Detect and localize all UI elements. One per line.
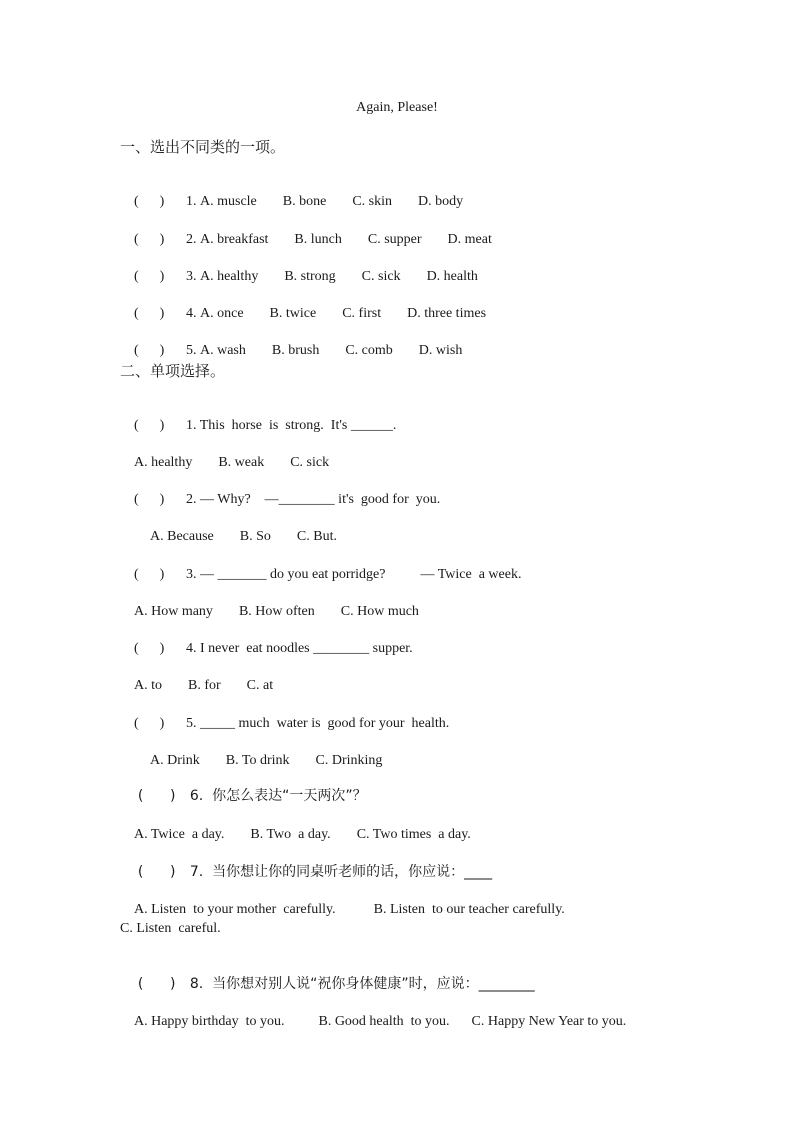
- s1-item-4: ( ) 4. A. once B. twice C. first D. three times: [134, 306, 487, 321]
- s2-options-1: A. healthy B. weak C. sick: [134, 455, 330, 470]
- answer-blank[interactable]: ( ): [134, 567, 165, 582]
- s1-item-5: ( ) 5. A. wash B. brush C. comb D. wish: [134, 343, 463, 358]
- s2-options-6: A. Twice a day. B. Two a day. C. Two times a day.: [134, 827, 471, 842]
- s2-options-8: A. Happy birthday to you. B. Good health to you. C. Happy New Year to you.: [134, 1014, 627, 1029]
- s2-options-2: A. Because B. So C. But.: [150, 529, 337, 544]
- answer-blank[interactable]: ( ): [134, 306, 165, 321]
- answer-blank[interactable]: ( ): [134, 641, 165, 656]
- s2-options-3: A. How many B. How often C. How much: [134, 604, 419, 619]
- s2-options-5: A. Drink B. To drink C. Drinking: [150, 753, 383, 768]
- s2-options-7: A. Listen to your mother carefully. B. Listen to our teacher carefully.: [134, 902, 565, 917]
- s2-question-8: ( ) 8. 当你想对别人说“祝你身体健康”时，应说：________: [137, 976, 535, 992]
- s1-item-3: ( ) 3. A. healthy B. strong C. sick D. health: [134, 269, 478, 284]
- s2-question-2: ( ) 2. — Why? —________ it's good for you.: [134, 492, 441, 507]
- s2-options-4: A. to B. for C. at: [134, 678, 274, 693]
- page-title: Again, Please!: [356, 100, 438, 115]
- answer-blank[interactable]: ( ): [134, 343, 165, 358]
- answer-blank[interactable]: ( ): [134, 716, 165, 731]
- s2-question-6: ( ) 6. 你怎么表达“一天两次”？: [137, 788, 367, 804]
- section-2-heading: 二、单项选择。: [120, 362, 226, 380]
- section-1-heading: 一、选出不同类的一项。: [120, 138, 286, 156]
- s2-question-4: ( ) 4. I never eat noodles ________ supper.: [134, 641, 413, 656]
- s2-question-5: ( ) 5. _____ much water is good for your health.: [134, 716, 450, 731]
- s1-item-2: ( ) 2. A. breakfast B. lunch C. supper D. meat: [134, 232, 492, 247]
- s2-options-7-extra: C. Listen careful.: [120, 921, 221, 936]
- answer-blank[interactable]: ( ): [134, 232, 165, 247]
- s2-question-3: ( ) 3. — _______ do you eat porridge? — Twice a week.: [134, 567, 522, 582]
- answer-blank[interactable]: ( ): [137, 788, 176, 804]
- answer-blank[interactable]: ( ): [134, 492, 165, 507]
- s1-item-1: ( ) 1. A. muscle B. bone C. skin D. body: [134, 194, 464, 209]
- s2-question-1: ( ) 1. This horse is strong. It's ______.: [134, 418, 397, 433]
- s2-question-7: ( ) 7. 当你想让你的同桌听老师的话，你应说：____: [137, 864, 493, 880]
- answer-blank[interactable]: ( ): [137, 864, 176, 880]
- answer-blank[interactable]: ( ): [134, 194, 165, 209]
- answer-blank[interactable]: ( ): [137, 976, 176, 992]
- answer-blank[interactable]: ( ): [134, 418, 165, 433]
- answer-blank[interactable]: ( ): [134, 269, 165, 284]
